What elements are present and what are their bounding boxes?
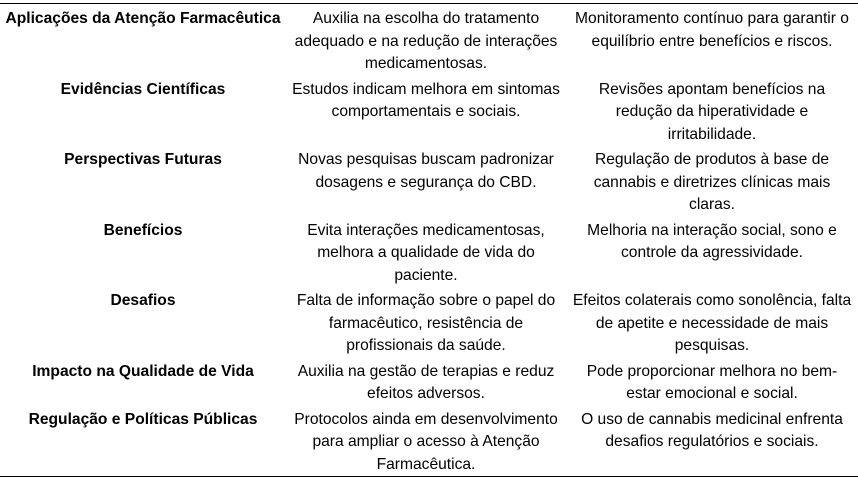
table-cell: Estudos indicam melhora em sintomas comportamentais e sociais. [292, 80, 560, 120]
table-row [0, 217, 858, 288]
table-cell: Revisões apontam benefícios na redução da hiperatividade e irritabilidade. [598, 80, 826, 143]
table-cell: Melhoria na interação social, sono e controle da agressividade. [587, 221, 837, 261]
table-row [0, 76, 858, 147]
table-cell: Efeitos colaterais como sonolência, falta de apetite e necessidade de mais pesquisas. [572, 292, 852, 354]
table-row [0, 358, 858, 406]
row-label: Evidências Científicas [60, 80, 226, 98]
table-cell: Monitoramento contínuo para garantir o equilíbrio entre benefícios e riscos. [566, 4, 858, 76]
row-label: Regulação e Políticas Públicas [0, 406, 286, 477]
row-label: Aplicações da Atenção Farmacêutica [0, 4, 286, 76]
table-cell: Regulação de produtos à base de cannabis e diretrizes clínicas mais claras. [593, 151, 831, 213]
table-cell: Evita interações medicamentosas, melhora a qualidade de vida do paciente. [307, 221, 545, 284]
table-cell: O uso de cannabis medicinal enfrenta desafios regulatórios e sociais. [566, 406, 858, 477]
table-cell: Novas pesquisas buscam padronizar dosagens e segurança do CBD. [298, 151, 554, 191]
table-cell: Pode proporcionar melhora no bem-estar emocional e social. [586, 362, 838, 402]
table-row [0, 287, 858, 358]
table-cell: Auxilia na gestão de terapias e reduz efeitos adversos. [297, 362, 555, 402]
row-label: Desafios [110, 292, 176, 309]
table-row [0, 4, 858, 76]
table-cell: Falta de informação sobre o papel do farmacêutico, resistência de profissionais da saúde. [296, 292, 556, 354]
table-cell: Protocolos ainda em desenvolvimento para ampliar o acesso à Atenção Farmacêutica. [286, 406, 566, 477]
table-row [0, 406, 858, 477]
row-label: Impacto na Qualidade de Vida [32, 362, 254, 380]
row-label: Perspectivas Futuras [64, 151, 222, 168]
comparison-table [0, 3, 858, 477]
table-row [0, 146, 858, 217]
row-label: Benefícios [103, 221, 183, 239]
table-cell: Auxilia na escolha do tratamento adequado e na redução de interações medicamentosas. [286, 4, 566, 76]
